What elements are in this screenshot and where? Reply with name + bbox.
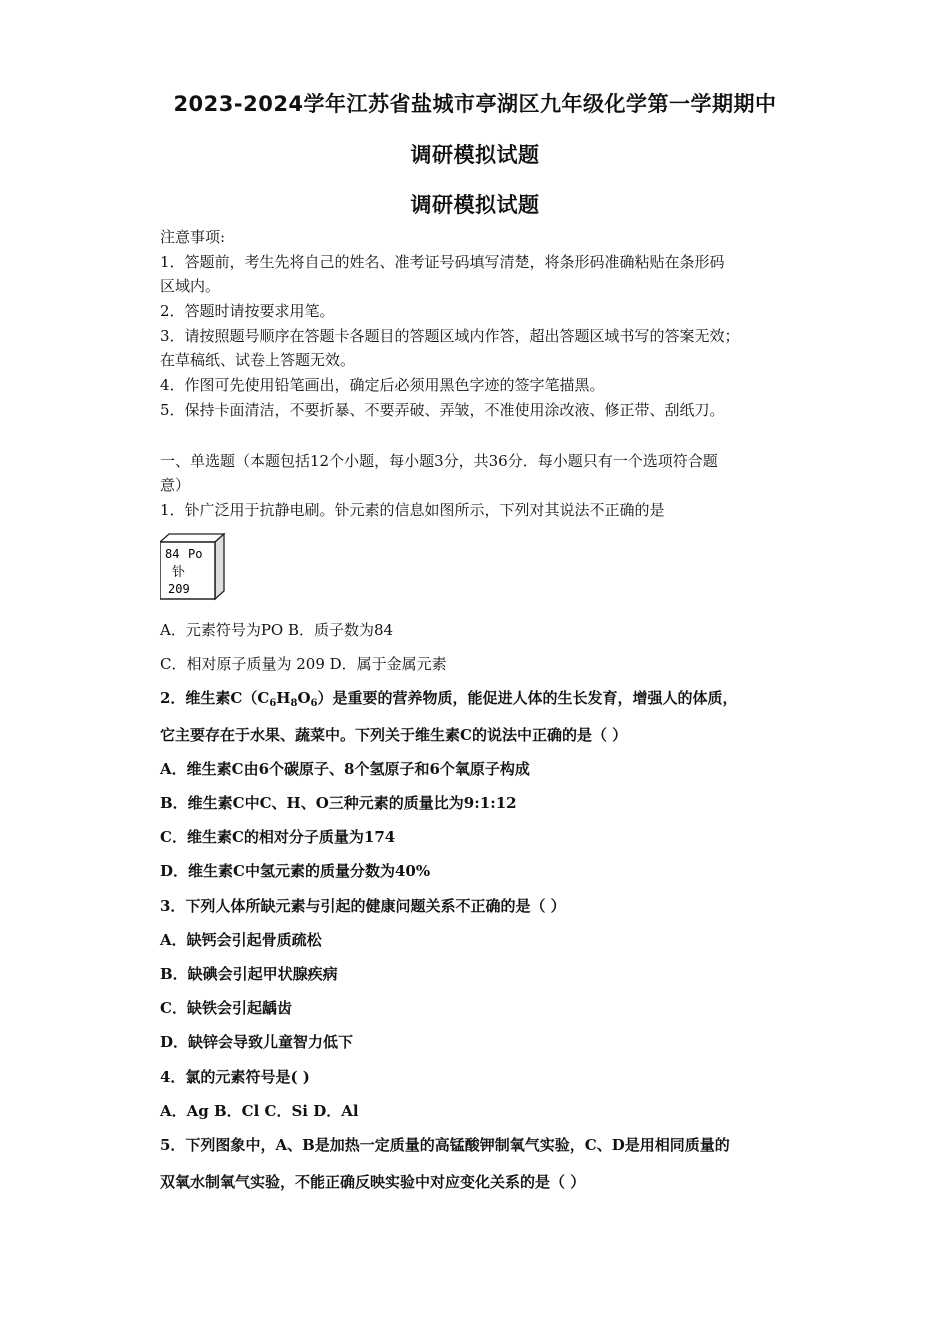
q3-option-b: B．缺碘会引起甲状腺疾病 [160, 965, 338, 983]
element-name: 钋 [172, 565, 186, 580]
exam-title-line3: 调研模拟试题 [410, 193, 540, 217]
q5-stem-line2: 双氧水制氧气实验，不能正确反映实验中对应变化关系的是（ ） [160, 1173, 586, 1191]
notice-item-5: 5．保持卡面清洁，不要折暴、不要弄破、弄皱，不准使用涂改液、修正带、刮纸刀。 [160, 401, 725, 419]
notice-item-3-cont: 在草稿纸、试卷上答题无效。 [160, 351, 356, 369]
q2-option-a: A．维生素C由6个碳原子、8个氢原子和6个氧原子构成 [160, 760, 530, 778]
q4-options: A．Ag B．Cl C．Si D．Al [160, 1102, 359, 1120]
q3-option-c: C．缺铁会引起龋齿 [160, 999, 292, 1017]
notice-item-4: 4．作图可先使用铅笔画出，确定后必须用黑色字迹的签字笔描黑。 [160, 376, 605, 394]
formula-element: O [297, 689, 311, 707]
q2-stem [160, 688, 738, 714]
notice-item-2: 2．答题时请按要求用笔。 [160, 302, 335, 320]
section-heading: 一、单选题（本题包括12个小题，每小题3分，共36分．每小题只有一个选项符合题 [160, 452, 718, 470]
q4-stem: 4．氯的元素符号是( ) [160, 1068, 310, 1086]
formula-subscript: 6 [269, 698, 277, 709]
q1-stem: 1．钋广泛用于抗静电刷。钋元素的信息如图所示，下列对其说法不正确的是 [160, 501, 665, 519]
q1-options-ab: A．元素符号为PO B．质子数为84 [160, 621, 394, 639]
q2-option-c: C．维生素C的相对分子质量为174 [160, 828, 396, 846]
q2-option-b: B．维生素C中C、H、O三种元素的质量比为9:1:12 [160, 794, 517, 812]
element-symbol: Po [188, 547, 203, 561]
q2-option-d: D．维生素C中氢元素的质量分数为40% [160, 862, 431, 880]
element-mass: 209 [168, 582, 190, 596]
q5-stem: 5．下列图象中，A、B是加热一定质量的高锰酸钾制氧气实验，C、D是用相同质量的 [160, 1136, 730, 1154]
exam-title-line1: 2023-2024学年江苏省盐城市亭湖区九年级化学第一学期期中 [173, 92, 777, 116]
q3-stem: 3．下列人体所缺元素与引起的健康问题关系不正确的是（ ） [160, 897, 566, 915]
q1-options-cd: C．相对原子质量为 209 D．属于金属元素 [160, 655, 447, 673]
notice-item-1: 1．答题前，考生先将自己的姓名、准考证号码填写清楚，将条形码准确粘贴在条形码 [160, 253, 725, 271]
q3-option-d: D．缺锌会导致儿童智力低下 [160, 1033, 354, 1051]
section-heading-cont: 意） [160, 476, 191, 494]
formula-subscript: 6 [310, 698, 318, 709]
formula-subscript: 8 [290, 698, 298, 709]
element-card-figure [160, 533, 226, 601]
formula-element: H [276, 689, 291, 707]
notice-item-3: 3．请按照题号顺序在答题卡各题目的答题区域内作答，超出答题区域书写的答案无效； [160, 327, 740, 345]
exam-title-line2: 调研模拟试题 [410, 143, 540, 167]
q2-stem-suffix: ）是重要的营养物质，能促进人体的生长发育，增强人的体质， [317, 689, 738, 707]
q2-stem-prefix: 2．维生素C（C [160, 689, 270, 707]
q2-stem-line2: 它主要存在于水果、蔬菜中。下列关于维生素C的说法中正确的是（ ） [160, 726, 628, 744]
notice-item-1-cont: 区域内。 [160, 277, 221, 295]
notice-heading: 注意事项: [160, 228, 226, 246]
element-atomic-number: 84 [165, 547, 180, 561]
q3-option-a: A．缺钙会引起骨质疏松 [160, 931, 322, 949]
